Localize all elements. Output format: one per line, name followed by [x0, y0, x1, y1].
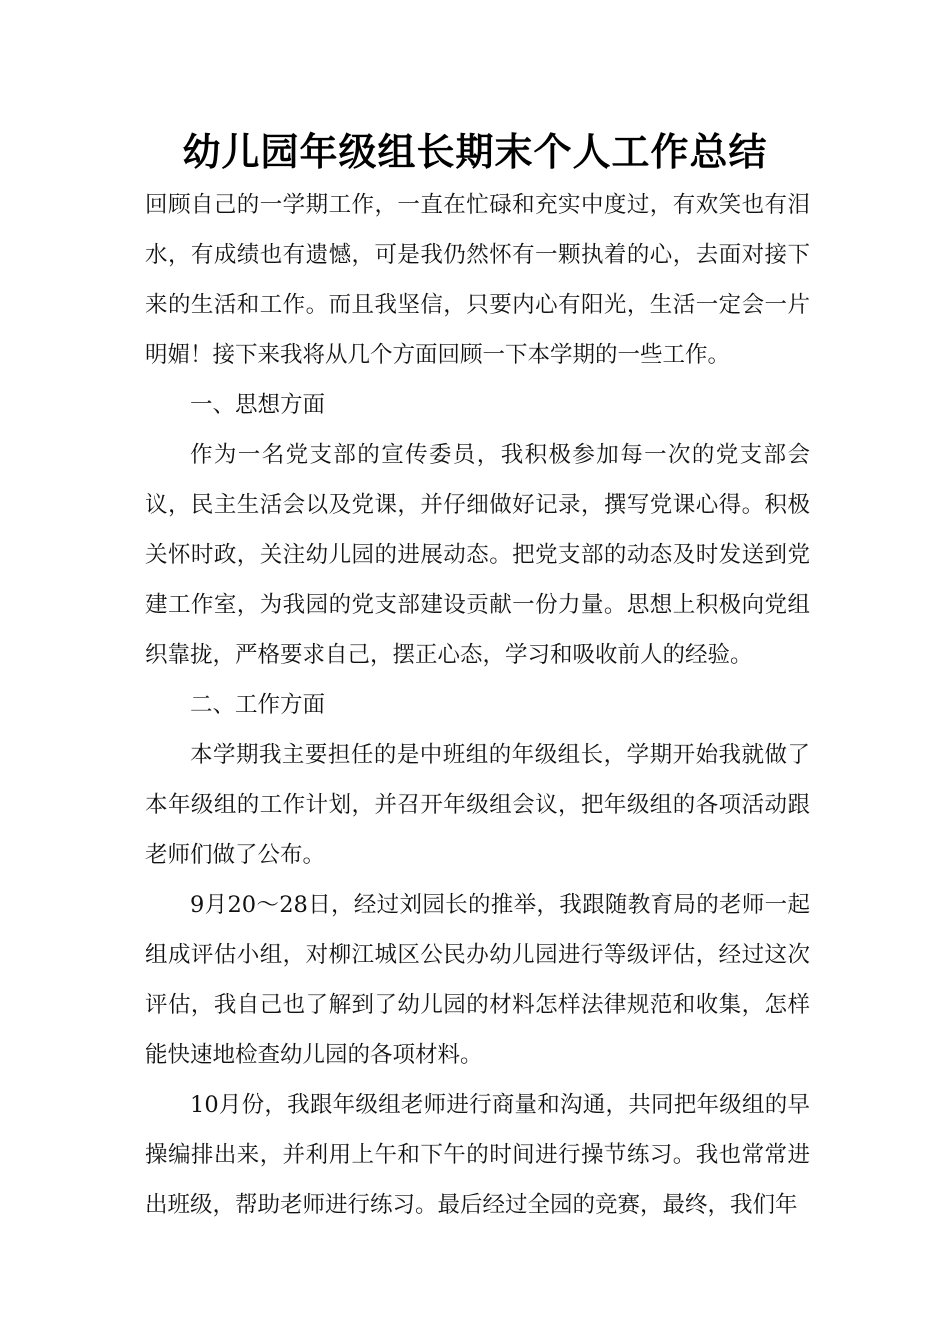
section-heading-work: 二、工作方面	[190, 692, 326, 718]
section-heading-thought: 一、思想方面	[190, 392, 326, 418]
paragraph-work-september: 9月20～28日，经过刘园长的推举，我跟随教育局的老师一起组成评估小组，对柳江城区公民办幼儿园进行等级评估，经过这次评估，我自己也了解到了幼儿园的材料怎样法律规范和收集，怎样能快速地检查幼儿园的各项材料。	[145, 892, 810, 1068]
document-body	[145, 180, 810, 1230]
document-title: 幼儿园年级组长期末个人工作总结	[182, 130, 768, 174]
paragraph-work-october: 10月份，我跟年级组老师进行商量和沟通，共同把年级组的早操编排出来，并利用上午和下午的时间进行操节练习。我也常常进出班级，帮助老师进行练习。最后经过全园的竞赛，最终，我们年	[145, 1092, 810, 1218]
paragraph-intro: 回顾自己的一学期工作，一直在忙碌和充实中度过，有欢笑也有泪水，有成绩也有遗憾，可是我仍然怀有一颗执着的心，去面对接下来的生活和工作。而且我坚信，只要内心有阳光，生活一定会一片明媚！接下来我将从几个方面回顾一下本学期的一些工作。	[145, 192, 810, 368]
paragraph-thought: 作为一名党支部的宣传委员，我积极参加每一次的党支部会议，民主生活会以及党课，并仔细做好记录，撰写党课心得。积极关怀时政，关注幼儿园的进展动态。把党支部的动态及时发送到党建工作室，为我园的党支部建设贡献一份力量。思想上积极向党组织靠拢，严格要求自己，摆正心态，学习和吸收前人的经验。	[145, 442, 810, 668]
paragraph-work-role: 本学期我主要担任的是中班组的年级组长，学期开始我就做了本年级组的工作计划，并召开年级组会议，把年级组的各项活动跟老师们做了公布。	[145, 742, 810, 868]
